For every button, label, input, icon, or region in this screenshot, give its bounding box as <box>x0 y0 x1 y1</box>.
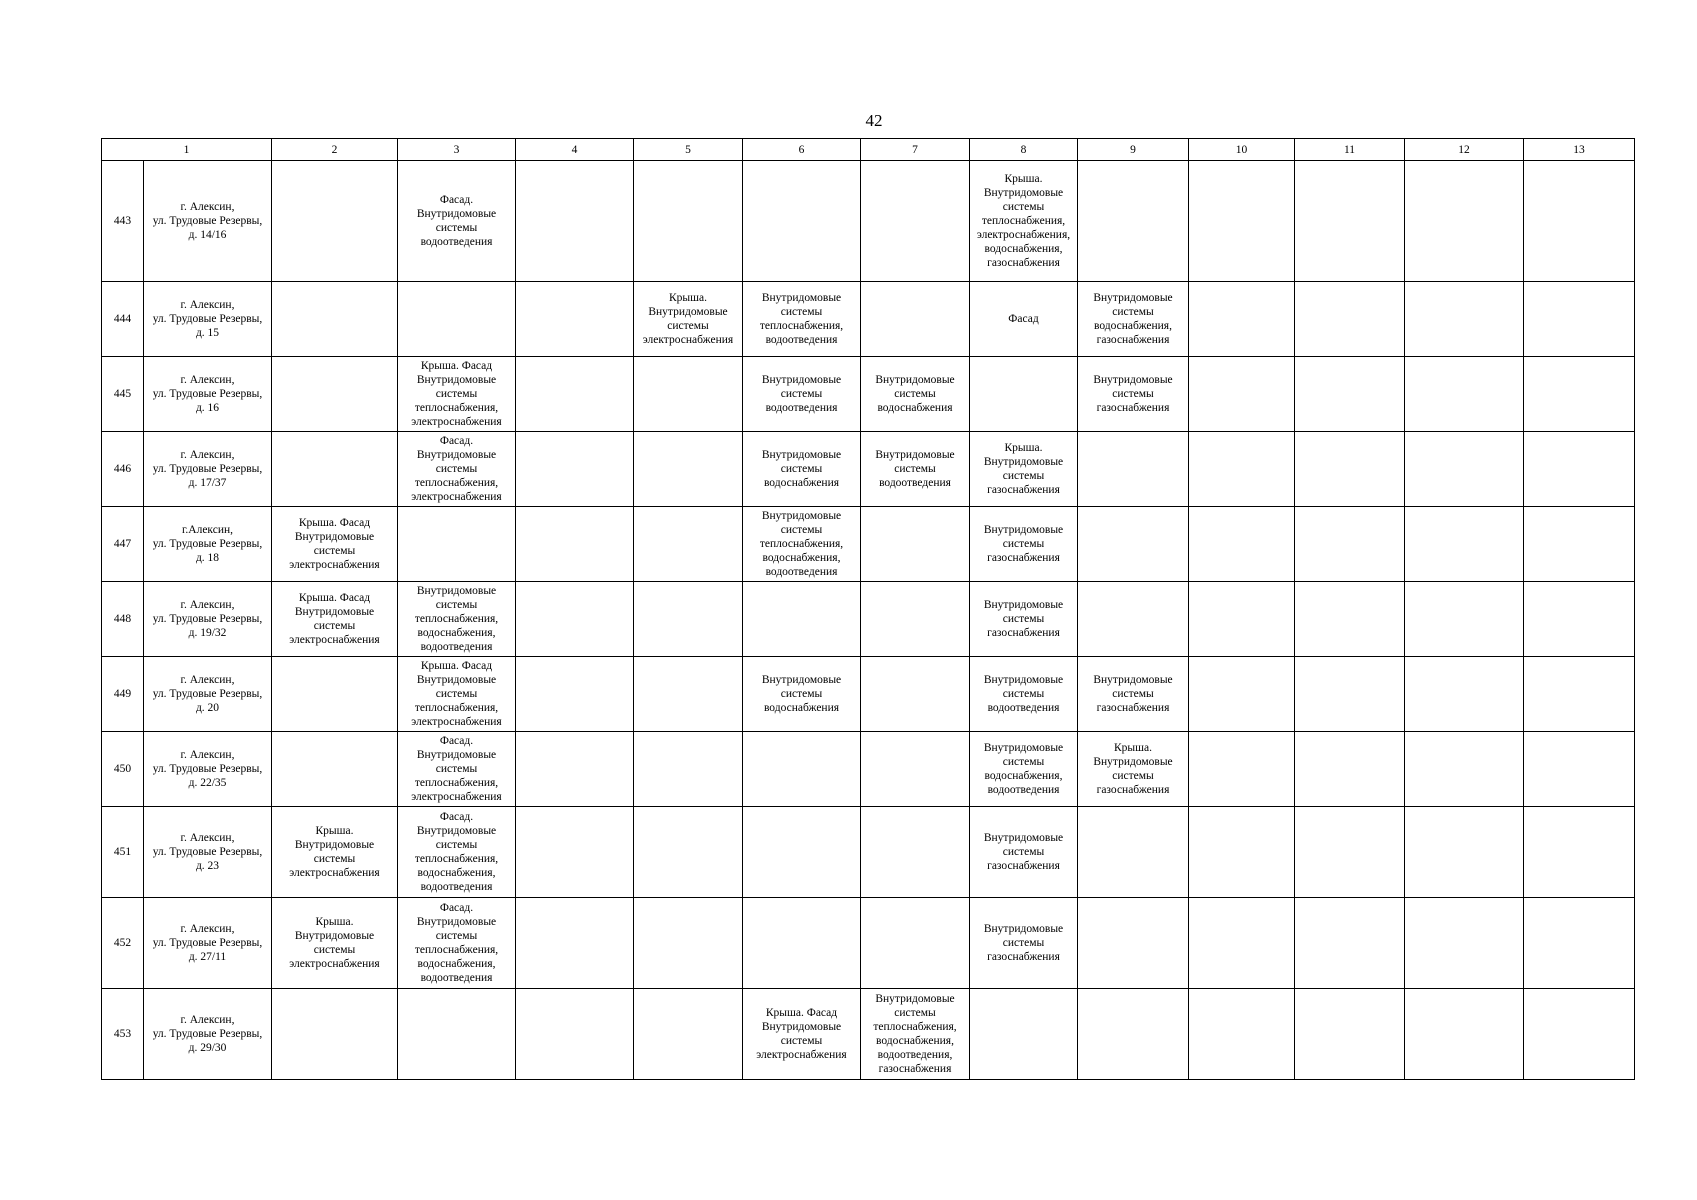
work-cell-col-12 <box>1405 582 1524 657</box>
table-row <box>102 807 1635 898</box>
address-text: г.Алексин, ул. Трудовые Резервы, д. 18 <box>152 524 263 564</box>
work-cell-col-4 <box>516 807 634 898</box>
work-text: Крыша. Внутридомовые системы газоснабжения <box>983 442 1064 496</box>
work-cell-col-6 <box>743 989 861 1080</box>
work-cell-col-6 <box>743 507 861 582</box>
work-cell-col-11 <box>1295 657 1405 732</box>
work-text: Внутридомовые системы теплоснабжения, водоснабжения, водоотведения <box>759 510 844 578</box>
column-header-cell: 11 <box>1295 139 1405 161</box>
work-cell-col-5 <box>634 432 743 507</box>
work-cell-col-4 <box>516 657 634 732</box>
work-text: Крыша. Фасад Внутридомовые системы электроснабжения <box>289 592 380 646</box>
work-text: Фасад. Внутридомовые системы теплоснабжения, электроснабжения <box>411 735 502 803</box>
work-text: Внутридомовые системы водоотведения <box>983 674 1064 714</box>
column-header-cell: 13 <box>1524 139 1635 161</box>
work-cell-col-6 <box>743 732 861 807</box>
work-cell-col-7 <box>861 898 970 989</box>
row-number: 453 <box>102 989 144 1080</box>
work-cell-col-3 <box>398 732 516 807</box>
work-text: Фасад. Внутридомовые системы теплоснабжения, электроснабжения <box>411 435 502 503</box>
work-cell-col-7 <box>861 507 970 582</box>
work-cell-col-7 <box>861 989 970 1080</box>
work-cell-col-13 <box>1524 282 1635 357</box>
address-text: г. Алексин, ул. Трудовые Резервы, д. 27/11 <box>152 923 263 963</box>
work-cell-col-5 <box>634 657 743 732</box>
work-cell-col-5 <box>634 161 743 282</box>
work-text: Внутридомовые системы теплоснабжения, водоснабжения, водоотведения <box>414 585 499 653</box>
work-cell-col-9 <box>1078 582 1189 657</box>
repair-schedule-table <box>101 138 1635 1080</box>
work-text: Внутридомовые системы теплоснабжения, водоотведения <box>759 292 844 346</box>
work-text: Внутридомовые системы водоснабжения, водоотведения <box>983 742 1064 796</box>
column-header-cell: 4 <box>516 139 634 161</box>
table-row <box>102 507 1635 582</box>
work-cell-col-11 <box>1295 989 1405 1080</box>
column-header-cell: 6 <box>743 139 861 161</box>
work-cell-col-8 <box>970 898 1078 989</box>
work-cell-col-8 <box>970 432 1078 507</box>
work-cell-col-3 <box>398 161 516 282</box>
work-text: Внутридомовые системы водоотведения <box>875 449 955 489</box>
work-cell-col-10 <box>1189 507 1295 582</box>
work-cell-col-11 <box>1295 357 1405 432</box>
work-text: Внутридомовые системы газоснабжения <box>983 832 1064 872</box>
work-cell-col-10 <box>1189 582 1295 657</box>
work-text: Крыша. Фасад Внутридомовые системы электроснабжения <box>289 517 380 571</box>
work-text: Крыша. Фасад Внутридомовые системы теплоснабжения, электроснабжения <box>411 360 502 428</box>
work-text: Внутридомовые системы газоснабжения <box>1093 374 1173 414</box>
work-cell-col-2 <box>272 898 398 989</box>
address-cell <box>144 732 272 807</box>
row-number: 448 <box>102 582 144 657</box>
work-cell-col-9 <box>1078 282 1189 357</box>
work-cell-col-11 <box>1295 282 1405 357</box>
work-cell-col-9 <box>1078 507 1189 582</box>
work-cell-col-3 <box>398 657 516 732</box>
work-cell-col-5 <box>634 582 743 657</box>
column-header-cell: 10 <box>1189 139 1295 161</box>
work-text: Внутридомовые системы теплоснабжения, водоснабжения, водоотведения, газоснабжения <box>873 993 957 1075</box>
work-cell-col-4 <box>516 732 634 807</box>
work-cell-col-9 <box>1078 807 1189 898</box>
work-cell-col-5 <box>634 357 743 432</box>
table-row <box>102 657 1635 732</box>
address-text: г. Алексин, ул. Трудовые Резервы, д. 14/16 <box>152 201 263 241</box>
work-cell-col-2 <box>272 282 398 357</box>
work-cell-col-12 <box>1405 161 1524 282</box>
work-text: Внутридомовые системы газоснабжения <box>1093 674 1173 714</box>
work-cell-col-12 <box>1405 282 1524 357</box>
work-cell-col-9 <box>1078 657 1189 732</box>
row-number: 446 <box>102 432 144 507</box>
work-cell-col-13 <box>1524 807 1635 898</box>
address-cell <box>144 989 272 1080</box>
work-text: Фасад. Внутридомовые системы теплоснабжения, водоснабжения, водоотведения <box>414 811 499 893</box>
column-header-cell: 5 <box>634 139 743 161</box>
address-cell <box>144 582 272 657</box>
work-cell-col-8 <box>970 657 1078 732</box>
work-cell-col-2 <box>272 507 398 582</box>
address-text: г. Алексин, ул. Трудовые Резервы, д. 29/30 <box>152 1014 263 1054</box>
work-cell-col-8 <box>970 282 1078 357</box>
work-cell-col-3 <box>398 807 516 898</box>
work-cell-col-13 <box>1524 989 1635 1080</box>
work-cell-col-12 <box>1405 732 1524 807</box>
row-number: 447 <box>102 507 144 582</box>
work-cell-col-10 <box>1189 657 1295 732</box>
address-cell <box>144 657 272 732</box>
work-cell-col-3 <box>398 432 516 507</box>
work-cell-col-8 <box>970 582 1078 657</box>
work-cell-col-5 <box>634 989 743 1080</box>
address-cell <box>144 432 272 507</box>
work-cell-col-11 <box>1295 732 1405 807</box>
work-cell-col-13 <box>1524 357 1635 432</box>
work-cell-col-4 <box>516 507 634 582</box>
row-number: 450 <box>102 732 144 807</box>
work-cell-col-3 <box>398 507 516 582</box>
address-cell <box>144 507 272 582</box>
address-text: г. Алексин, ул. Трудовые Резервы, д. 16 <box>152 374 263 414</box>
work-cell-col-6 <box>743 898 861 989</box>
column-header-cell: 1 <box>102 139 272 161</box>
work-cell-col-10 <box>1189 161 1295 282</box>
work-cell-col-9 <box>1078 357 1189 432</box>
work-cell-col-13 <box>1524 898 1635 989</box>
work-cell-col-8 <box>970 989 1078 1080</box>
work-text: Внутридомовые системы газоснабжения <box>983 599 1064 639</box>
work-cell-col-2 <box>272 989 398 1080</box>
work-cell-col-4 <box>516 989 634 1080</box>
address-cell <box>144 161 272 282</box>
address-cell <box>144 282 272 357</box>
work-cell-col-11 <box>1295 807 1405 898</box>
table-row <box>102 732 1635 807</box>
work-cell-col-12 <box>1405 989 1524 1080</box>
work-text: Крыша. Внутридомовые системы газоснабжения <box>1093 742 1173 796</box>
work-cell-col-7 <box>861 161 970 282</box>
work-cell-col-2 <box>272 582 398 657</box>
column-header-cell: 2 <box>272 139 398 161</box>
work-cell-col-11 <box>1295 898 1405 989</box>
work-cell-col-11 <box>1295 582 1405 657</box>
work-cell-col-7 <box>861 807 970 898</box>
address-cell <box>144 807 272 898</box>
work-text: Внутридомовые системы газоснабжения <box>983 524 1064 564</box>
address-text: г. Алексин, ул. Трудовые Резервы, д. 17/37 <box>152 449 263 489</box>
row-number: 449 <box>102 657 144 732</box>
work-cell-col-5 <box>634 282 743 357</box>
work-cell-col-12 <box>1405 898 1524 989</box>
work-cell-col-11 <box>1295 432 1405 507</box>
column-header-row <box>102 139 1635 161</box>
work-cell-col-8 <box>970 807 1078 898</box>
table-row <box>102 357 1635 432</box>
work-text: Фасад. Внутридомовые системы водоотведения <box>416 194 497 248</box>
work-cell-col-12 <box>1405 657 1524 732</box>
work-cell-col-8 <box>970 732 1078 807</box>
work-cell-col-4 <box>516 432 634 507</box>
work-cell-col-8 <box>970 161 1078 282</box>
work-text: Крыша. Фасад Внутридомовые системы теплоснабжения, электроснабжения <box>411 660 502 728</box>
work-cell-col-12 <box>1405 432 1524 507</box>
work-cell-col-10 <box>1189 432 1295 507</box>
work-cell-col-6 <box>743 432 861 507</box>
row-number: 443 <box>102 161 144 282</box>
work-cell-col-4 <box>516 357 634 432</box>
column-header-cell: 8 <box>970 139 1078 161</box>
work-cell-col-11 <box>1295 161 1405 282</box>
work-cell-col-13 <box>1524 161 1635 282</box>
work-cell-col-4 <box>516 161 634 282</box>
work-cell-col-10 <box>1189 732 1295 807</box>
work-text: Фасад <box>1008 313 1039 325</box>
work-text: Крыша. Внутридомовые системы теплоснабжения, электроснабжения, водоснабжения, газоснабжения <box>976 173 1071 269</box>
work-cell-col-7 <box>861 282 970 357</box>
row-number: 444 <box>102 282 144 357</box>
work-cell-col-7 <box>861 657 970 732</box>
address-text: г. Алексин, ул. Трудовые Резервы, д. 22/35 <box>152 749 263 789</box>
work-cell-col-3 <box>398 898 516 989</box>
work-cell-col-2 <box>272 657 398 732</box>
address-text: г. Алексин, ул. Трудовые Резервы, д. 19/32 <box>152 599 263 639</box>
work-cell-col-9 <box>1078 989 1189 1080</box>
address-cell <box>144 898 272 989</box>
work-cell-col-6 <box>743 161 861 282</box>
work-cell-col-6 <box>743 582 861 657</box>
work-cell-col-2 <box>272 732 398 807</box>
work-cell-col-3 <box>398 357 516 432</box>
work-cell-col-4 <box>516 582 634 657</box>
work-cell-col-9 <box>1078 732 1189 807</box>
work-cell-col-9 <box>1078 432 1189 507</box>
work-cell-col-3 <box>398 989 516 1080</box>
table-row <box>102 432 1635 507</box>
work-cell-col-5 <box>634 807 743 898</box>
address-cell <box>144 357 272 432</box>
work-cell-col-11 <box>1295 507 1405 582</box>
work-cell-col-5 <box>634 507 743 582</box>
work-text: Крыша. Внутридомовые системы электроснабжения <box>642 292 734 346</box>
work-cell-col-2 <box>272 807 398 898</box>
work-text: Внутридомовые системы водоснабжения <box>761 674 842 714</box>
work-cell-col-12 <box>1405 807 1524 898</box>
work-cell-col-10 <box>1189 282 1295 357</box>
work-cell-col-13 <box>1524 582 1635 657</box>
row-number: 452 <box>102 898 144 989</box>
table-row <box>102 898 1635 989</box>
work-cell-col-10 <box>1189 807 1295 898</box>
work-cell-col-2 <box>272 432 398 507</box>
work-cell-col-9 <box>1078 161 1189 282</box>
column-header-cell: 7 <box>861 139 970 161</box>
work-cell-col-12 <box>1405 507 1524 582</box>
column-header-cell: 12 <box>1405 139 1524 161</box>
work-cell-col-5 <box>634 732 743 807</box>
work-cell-col-7 <box>861 357 970 432</box>
address-text: г. Алексин, ул. Трудовые Резервы, д. 20 <box>152 674 263 714</box>
column-header-cell: 9 <box>1078 139 1189 161</box>
work-cell-col-5 <box>634 898 743 989</box>
work-cell-col-2 <box>272 357 398 432</box>
table-row <box>102 282 1635 357</box>
work-cell-col-4 <box>516 282 634 357</box>
work-text: Крыша. Внутридомовые системы электроснабжения <box>289 825 380 879</box>
work-cell-col-6 <box>743 357 861 432</box>
column-header-cell: 3 <box>398 139 516 161</box>
work-cell-col-10 <box>1189 989 1295 1080</box>
work-text: Внутридомовые системы газоснабжения <box>983 923 1064 963</box>
work-text: Внутридомовые системы водоснабжения <box>761 449 842 489</box>
work-cell-col-6 <box>743 282 861 357</box>
work-cell-col-13 <box>1524 657 1635 732</box>
work-cell-col-3 <box>398 282 516 357</box>
work-cell-col-7 <box>861 732 970 807</box>
work-text: Внутридомовые системы водоснабжения <box>875 374 955 414</box>
work-cell-col-7 <box>861 582 970 657</box>
address-text: г. Алексин, ул. Трудовые Резервы, д. 23 <box>152 832 263 872</box>
work-cell-col-9 <box>1078 898 1189 989</box>
work-text: Внутридомовые системы водоотведения <box>761 374 842 414</box>
work-cell-col-2 <box>272 161 398 282</box>
row-number: 451 <box>102 807 144 898</box>
table-row <box>102 582 1635 657</box>
work-text: Крыша. Внутридомовые системы электроснабжения <box>289 916 380 970</box>
work-cell-col-10 <box>1189 357 1295 432</box>
work-cell-col-6 <box>743 657 861 732</box>
table-row <box>102 161 1635 282</box>
work-cell-col-6 <box>743 807 861 898</box>
work-cell-col-3 <box>398 582 516 657</box>
work-cell-col-13 <box>1524 732 1635 807</box>
work-cell-col-7 <box>861 432 970 507</box>
table-row <box>102 989 1635 1080</box>
work-cell-col-4 <box>516 898 634 989</box>
work-text: Крыша. Фасад Внутридомовые системы электроснабжения <box>756 1007 847 1061</box>
work-cell-col-13 <box>1524 432 1635 507</box>
page-number: 42 <box>865 111 883 130</box>
work-cell-col-13 <box>1524 507 1635 582</box>
work-cell-col-8 <box>970 357 1078 432</box>
work-cell-col-8 <box>970 507 1078 582</box>
address-text: г. Алексин, ул. Трудовые Резервы, д. 15 <box>152 299 263 339</box>
work-cell-col-10 <box>1189 898 1295 989</box>
work-text: Фасад. Внутридомовые системы теплоснабжения, водоснабжения, водоотведения <box>414 902 499 984</box>
work-cell-col-12 <box>1405 357 1524 432</box>
row-number: 445 <box>102 357 144 432</box>
work-text: Внутридомовые системы водоснабжения, газоснабжения <box>1093 292 1173 346</box>
